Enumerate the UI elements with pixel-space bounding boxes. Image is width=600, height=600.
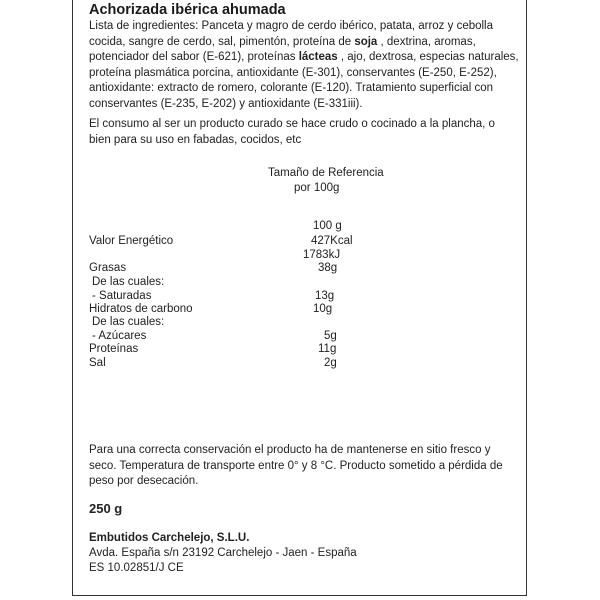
allergen-lacteas: lácteas — [298, 51, 338, 63]
nutrition-row-label: De las cuales: — [92, 276, 165, 288]
nutrition-row-value: 13g — [315, 290, 335, 302]
conservation-note: Para una correcta conservación el producto ha de mantenerse en sitio fresco y seco. Temperatura de transporte entre 0° y 8 °C. Producto sometido a pérdida de peso por desecación. — [89, 444, 503, 487]
nutrition-row-label: - Saturadas — [92, 290, 152, 302]
nutrition-row-label: Valor Energético — [89, 235, 174, 247]
ingredients-list — [89, 19, 519, 112]
ingredients-text-3: , ajo, dextrosa, especias naturales, proteína plasmática porcina, antioxidante (E-301), conservantes (E-250, E-252), antioxidante: extracto de romero, colorante (E-120). Tratamiento superficial con conservantes (E-235, E-202) y antioxidante (E-331iii). — [89, 51, 519, 110]
company-name: Embutidos Carchelejo, S.L.U. — [89, 532, 250, 544]
usage-note: El consumo al ser un producto curado se hace crudo o cocinado a la plancha, o bien para su uso en fabadas, cocidos, etc — [89, 118, 495, 146]
nutrition-row-label: Proteínas — [89, 343, 139, 355]
nutrition-row-label: Sal — [89, 357, 106, 369]
allergen-soja: soja — [354, 35, 378, 48]
nutrition-row-value: 38g — [318, 262, 338, 274]
nutrition-row-value: 10g — [313, 303, 333, 315]
nutrition-row-value: 427Kcal — [311, 235, 353, 247]
net-weight: 250 g — [89, 501, 123, 516]
nutrition-row-label: Grasas — [89, 262, 127, 274]
ingredients-text-1: Lista de ingredientes: Panceta y magro de cerdo ibérico, patata, arroz y cebolla cocida, sangre de cerdo, sal, pimentón, proteína de — [89, 20, 494, 48]
company-address: Avda. España s/n 23192 Carchelejo - Jaen - España — [89, 547, 357, 559]
nutrition-row-value: 11g — [318, 343, 337, 355]
reference-size-line1: Tamaño de Referencia — [268, 167, 384, 179]
health-registry: ES 10.02851/J CE — [89, 562, 184, 574]
nutrition-row-value: 1783kJ — [303, 249, 341, 261]
nutrition-row-label: - Azúcares — [92, 330, 147, 342]
ingredients-text-2: , dextrina, aromas, potenciador del sabor (E-621), proteínas — [89, 35, 476, 63]
product-title: Achorizada ibérica ahumada — [89, 2, 286, 18]
reference-size-line2: por 100g — [294, 182, 340, 194]
nutrition-row-label: Hidratos de carbono — [89, 303, 193, 315]
nutrition-row-value: 2g — [324, 357, 337, 369]
nutrition-row-label: De las cuales: — [92, 316, 165, 328]
nutrition-column-header: 100 g — [313, 220, 342, 232]
nutrition-row-value: 5g — [324, 330, 337, 342]
